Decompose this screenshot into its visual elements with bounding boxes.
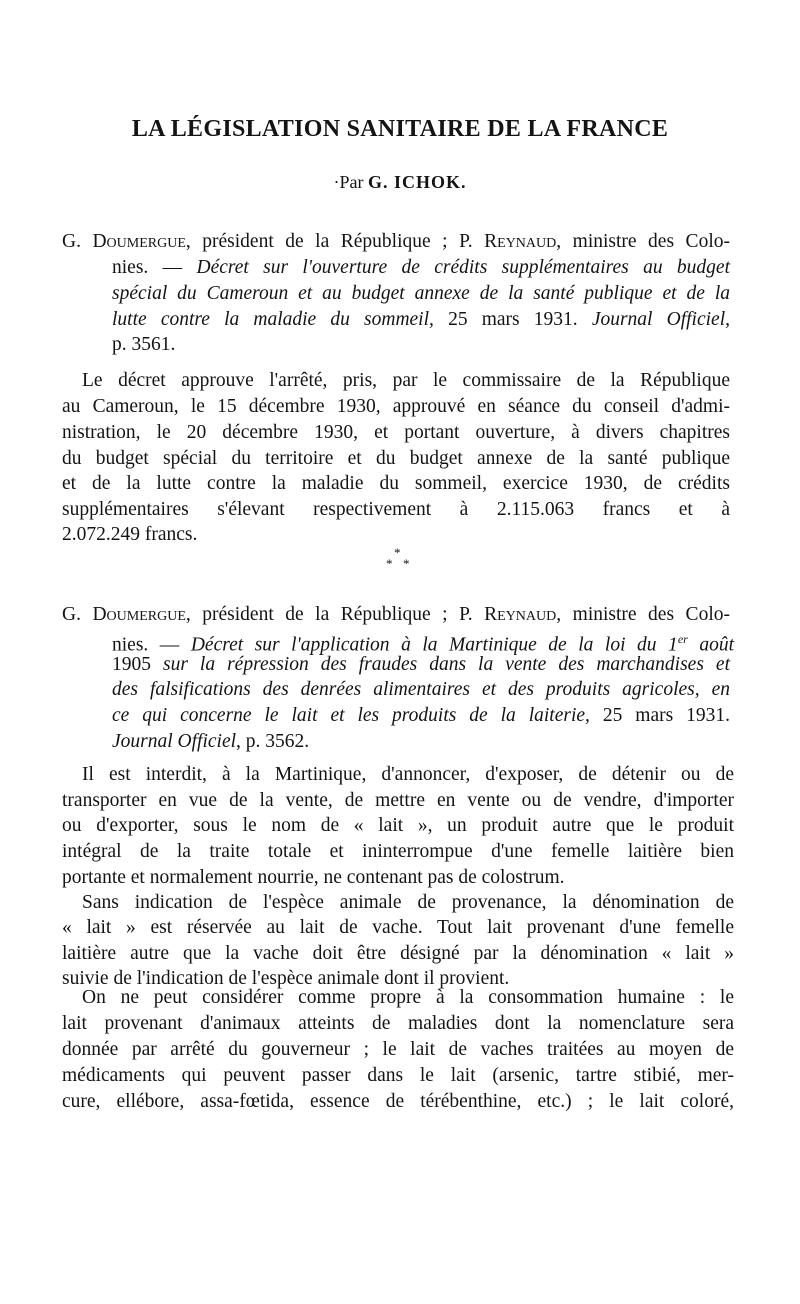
page-title: LA LÉGISLATION SANITAIRE DE LA FRANCE <box>131 116 669 142</box>
text-line: « lait » est réservée au lait de vache. Tout lait provenant d'une femelle <box>62 917 734 938</box>
text-line: nistration, le 20 décembre 1930, et portant ouverture, à divers chapitres <box>62 422 730 443</box>
text-line: lait provenant d'animaux atteints de maladies dont la nomenclature sera <box>62 1013 734 1034</box>
text-line: Le décret approuve l'arrêté, pris, par le commissaire de la République <box>82 370 730 391</box>
asterism-separator: * * * <box>386 545 410 571</box>
citation-line: des falsifications des denrées alimentaires et des produits agricoles, en <box>112 679 730 700</box>
text-line: ou d'exporter, sous le nom de « lait », un produit autre que le produit <box>62 815 734 836</box>
text-line: portante et normalement nourrie, ne contenant pas de colostrum. <box>62 867 565 888</box>
text-line: On ne peut considérer comme propre à la consommation humaine : le <box>82 987 734 1008</box>
text-line: intégral de la traite totale et ininterrompue d'une femelle laitière bien <box>62 841 734 862</box>
citation-line: G. Doumergue, président de la République ; P. Reynaud, ministre des Colo- <box>62 231 730 252</box>
decree-title: Décret sur l'ouverture de crédits supplémentaires au budget <box>196 257 730 278</box>
citation-line: Journal Officiel, p. 3562. <box>112 731 310 752</box>
text-line: au Cameroun, le 15 décembre 1930, approuvé en séance du conseil d'admi- <box>62 396 730 417</box>
author-reynaud: Reynaud <box>484 231 557 252</box>
text-line: transporter en vue de la vente, de mettre en vente ou de vendre, d'importer <box>62 790 734 811</box>
text-line: suivie de l'indication de l'espèce animale dont il provient. <box>62 968 510 989</box>
citation-line: nies. — Décret sur l'ouverture de crédits supplémentaires au budget <box>112 257 730 278</box>
journal-ref: Journal Officiel <box>112 731 237 752</box>
citation-line: 1905 sur la répression des fraudes dans la vente des marchandises et <box>112 654 730 675</box>
text-line: 2.072.249 francs. <box>62 524 198 545</box>
citation-line: ce qui concerne le lait et les produits de la laiterie, 25 mars 1931. <box>112 705 730 726</box>
decree-date: 25 mars 1931. <box>433 309 592 330</box>
text-line: supplémentaires s'élevant respectivement à 2.115.063 francs et à <box>62 499 730 520</box>
text-line: du budget spécial du territoire et du budget annexe de la santé publique <box>62 448 730 469</box>
text-line: cure, ellébore, assa-fœtida, essence de térébenthine, etc.) ; le lait coloré, <box>62 1091 734 1112</box>
text-line: médicaments qui peuvent passer dans le lait (arsenic, tartre stibié, mer- <box>62 1065 734 1086</box>
byline <box>0 172 800 193</box>
citation-line: spécial du Cameroun et au budget annexe de la santé publique et de la <box>112 283 730 304</box>
author-doumergue: Doumergue <box>92 231 186 252</box>
text-line: et de la lutte contre la maladie du sommeil, exercice 1930, de crédits <box>62 473 730 494</box>
decree-date: 25 mars 1931. <box>589 705 730 726</box>
author-name: G. ICHOK. <box>367 172 467 192</box>
text-line: donnée par arrêté du gouverneur ; le lait de vaches traitées au moyen de <box>62 1039 734 1060</box>
decree-title: Décret sur l'application à la Martinique de la loi du 1 <box>190 634 678 656</box>
author-reynaud: Reynaud <box>484 604 557 625</box>
text-line: Sans indication de l'espèce animale de provenance, la dénomination de <box>82 892 734 913</box>
citation-line: p. 3561. <box>112 334 176 355</box>
text-line: laitière autre que la vache doit être désigné par la dénomination « lait » <box>62 943 734 964</box>
author-doumergue: Doumergue <box>92 604 186 625</box>
text-line: Il est interdit, à la Martinique, d'annoncer, d'exposer, de détenir ou de <box>82 764 734 785</box>
byline-prefix: ·Par <box>333 172 368 192</box>
citation-line: lutte contre la maladie du sommeil, 25 mars 1931. Journal Officiel, <box>112 309 730 330</box>
citation-line: G. Doumergue, président de la République ; P. Reynaud, ministre des Colo- <box>62 604 730 625</box>
citation-line: nies. — Décret sur l'application à la Martinique de la loi du 1er août <box>112 632 735 656</box>
journal-ref: Journal Officiel, <box>591 309 730 330</box>
